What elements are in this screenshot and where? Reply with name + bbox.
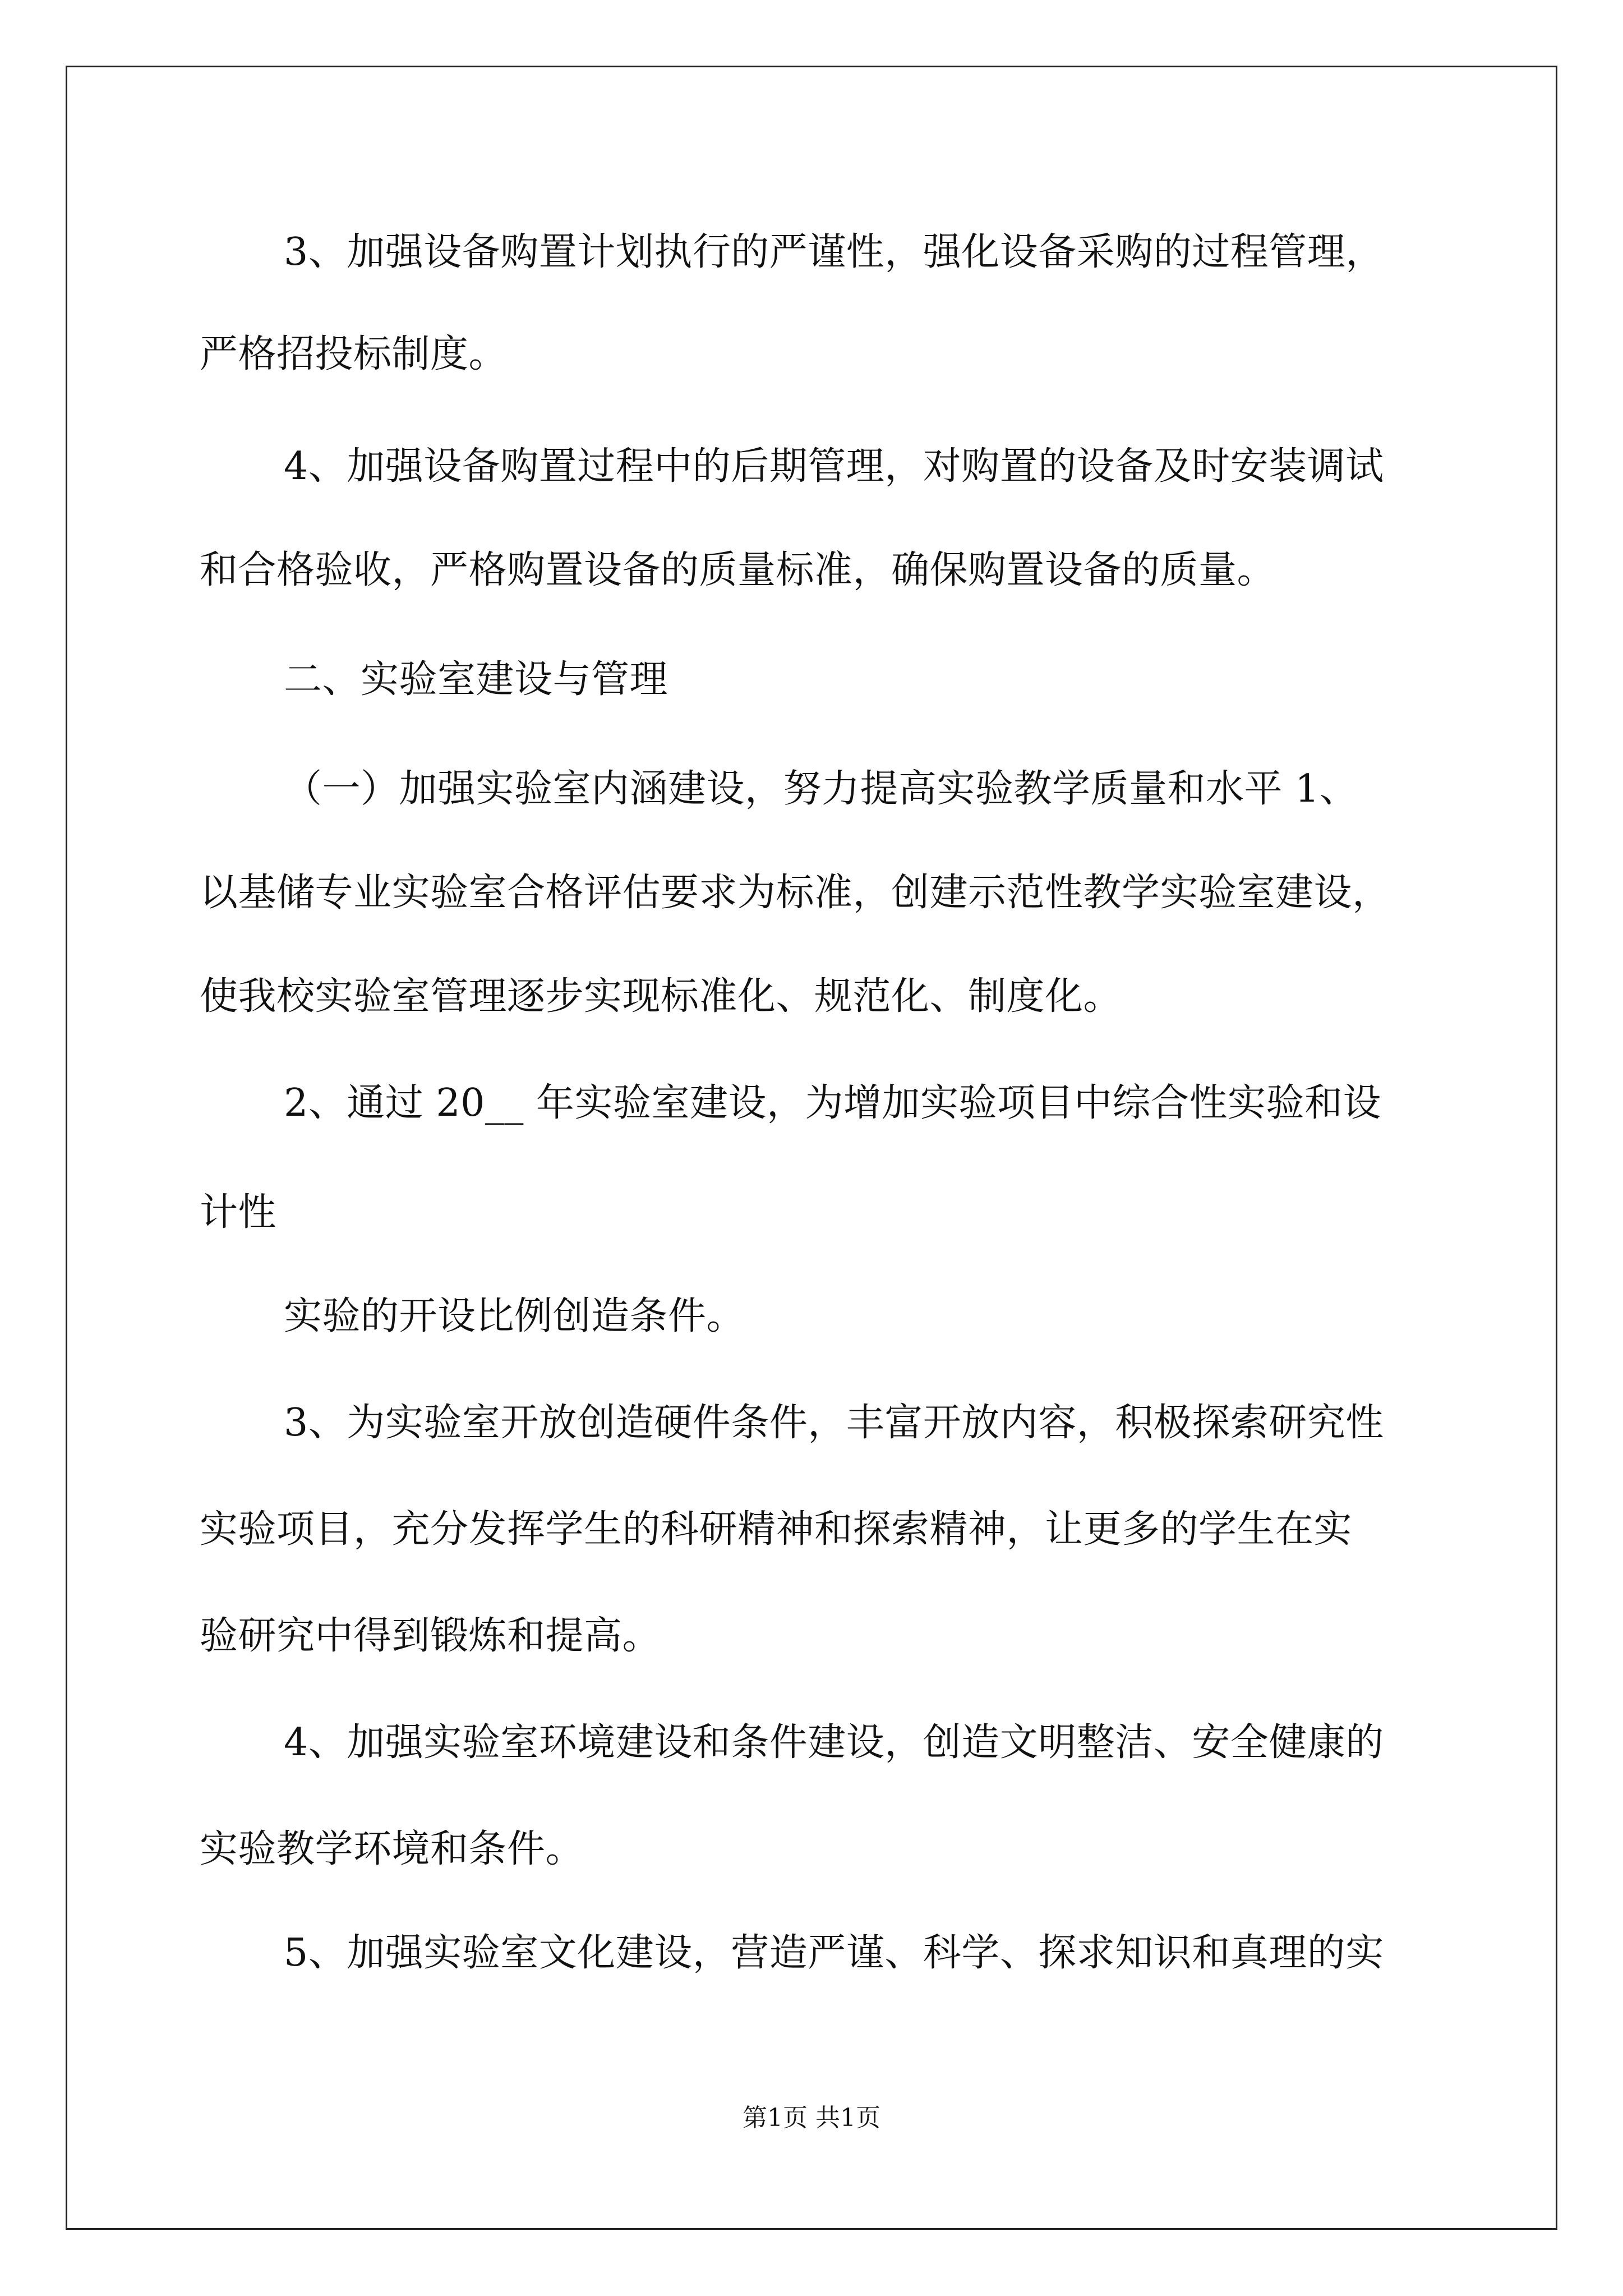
text-line: 5、加强实验室文化建设，营造严谨、科学、探求知识和真理的实 (284, 1931, 1384, 1975)
page-number-footer: 第1页 共1页 (743, 2104, 880, 2132)
page-border (66, 66, 1557, 2230)
text-line: 3、为实验室开放创造硬件条件，丰富开放内容，积极探索研究性 (284, 1401, 1384, 1445)
text-line: 严格招投标制度。 (200, 332, 508, 376)
section-heading: 二、实验室建设与管理 (284, 657, 668, 702)
text-line: 实验的开设比例创造条件。 (284, 1294, 745, 1338)
text-line: 验研究中得到锻炼和提高。 (200, 1614, 661, 1658)
text-line: 4、加强实验室环境建设和条件建设，创造文明整洁、安全健康的 (284, 1720, 1384, 1765)
text-line: 实验项目，充分发挥学生的科研精神和探索精神，让更多的学生在实 (200, 1507, 1353, 1552)
text-line: 3、加强设备购置计划执行的严谨性，强化设备采购的过程管理， (284, 230, 1384, 274)
text-line: 以基储专业实验室合格评估要求为标准，创建示范性教学实验室建设， (200, 871, 1391, 915)
text-line: 实验教学环境和条件。 (200, 1827, 584, 1871)
text-line: （一）加强实验室内涵建设，努力提高实验教学质量和水平 1、 (284, 767, 1358, 811)
text-line: 4、加强设备购置过程中的后期管理，对购置的设备及时安装调试 (284, 444, 1384, 489)
text-line: 使我校实验室管理逐步实现标准化、规范化、制度化。 (200, 974, 1122, 1019)
text-line: 2、通过 20__ 年实验室建设，为增加实验项目中综合性实验和设 (284, 1081, 1382, 1125)
text-line: 和合格验收，严格购置设备的质量标准，确保购置设备的质量。 (200, 548, 1276, 592)
text-line: 计性 (200, 1190, 277, 1235)
